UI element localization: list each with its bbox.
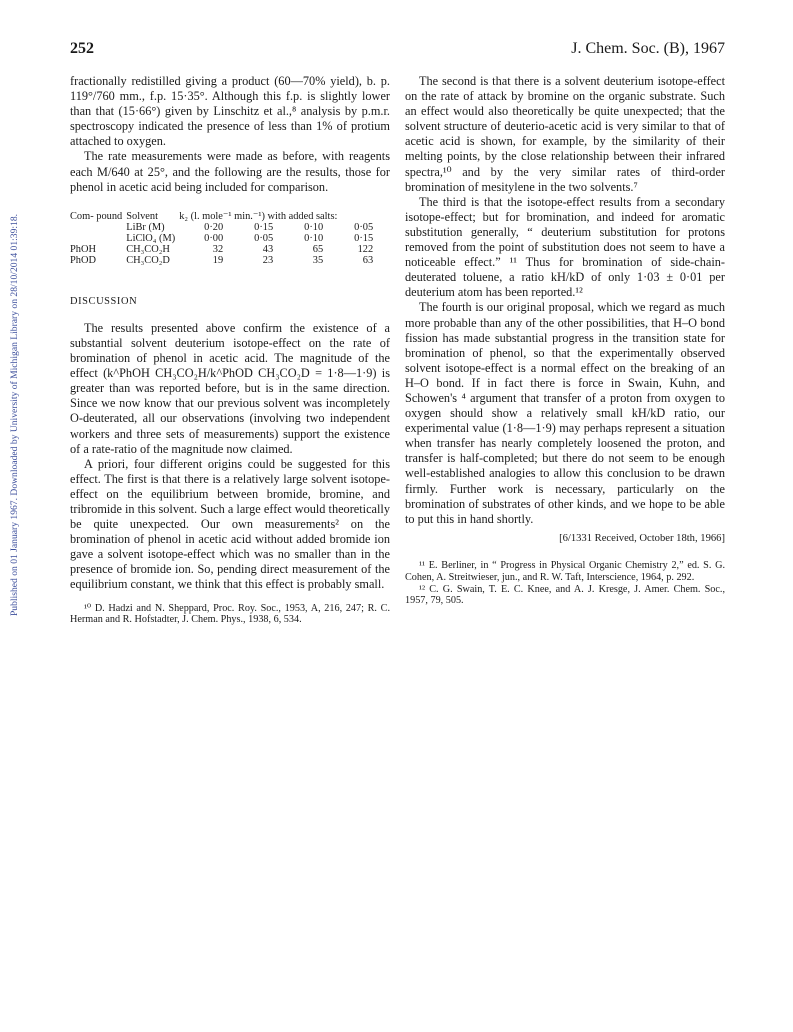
right-footnotes — [405, 560, 725, 607]
table-cell: 63 — [362, 254, 374, 266]
table-cell: 0·05 — [354, 221, 374, 233]
table-cell: 0·20 — [204, 221, 224, 233]
discussion-paragraph-2: A priori, four different origins could be suggested for this effect. The first is that there is a relatively large solvent isotope-effect on the equilibrium between bromide, bromine, and tribromide in this solvent. Such a large effect would theoretically be quite unexpected. Our own measurements² on the bromination of phenol in acetic acid without added bromide ion gave a solvent isotope-effect which was no smaller than in the presence of bromide ion. So, pending direct measurement of the equilibrium constant, we think that this effect is probably small. — [70, 456, 390, 592]
table-cell: 23 — [262, 254, 274, 266]
paragraph-fourth-origin: The fourth is our original proposal, which we regard as much more probable than any of the other possibilities, that H–O bond fission has made substantial progress in the transition state for bromination of phenol, so that the experimentally observed solvent isotope-effect is a normal effect on the breaking of an H–O bond. If in fact there is force in Swain, Kuhn, and Schowen's ⁴ argument that transfer of a proton from oxygen to oxygen should show a relatively small kH/kD ratio, our experimental value (1·8—1·9) may perhaps represent a situation when transfer has nearly completely loosened the proton, and transfer is half-completed; but there do not seem to be enough well-established analogies to allow this conclusion to be drawn firmly. Further work is necessary, particularly on the bromination of substrates of other kinds, and we hope to be able to put this in hand shortly. — [405, 300, 725, 526]
table-cell: 0·10 — [304, 232, 324, 244]
table-cell: 35 — [312, 254, 324, 266]
table-cell: 0·15 — [354, 232, 374, 244]
table-cell: 32 — [212, 243, 224, 255]
left-footnotes — [70, 603, 390, 627]
table-cell: 0·00 — [204, 232, 224, 244]
table-cell: 122 — [357, 243, 374, 255]
page-number: 252 — [70, 40, 94, 57]
salt-label: LiClO₄ (M) — [126, 232, 176, 244]
download-notice-text: Published on 01 January 1967. Downloaded by University of Michigan Library on 28/10/2014 01:39:18. — [9, 213, 20, 617]
received-date: [6/1331 Received, October 18th, 1966] — [559, 532, 725, 544]
compound-label: PhOH — [70, 243, 96, 255]
table-header-row — [70, 211, 379, 222]
compound-label: PhOD — [70, 254, 96, 266]
solvent-label: CH₃CO₂D — [126, 254, 170, 266]
journal-citation: J. Chem. Soc. (B), 1967 — [571, 40, 725, 57]
table-row — [70, 233, 379, 244]
discussion-paragraph-1: The results presented above confirm the existence of a substantial solvent deuterium isotope-effect on the rate of bromination of phenol in acetic acid. The magnitude of the effect (k^PhOH CH₃CO₂H/k^PhOD CH₃CO₂D = 1·8—1·9) is greater than was reported before, but is in the same direction. Since we now know that our previous solvent was incompletely O-deuterated, all our observations (involving two independent workers and three sets of measurements) support the existence of a rate-ratio of the magnitude now claimed. — [70, 320, 390, 456]
measurements-paragraph: The rate measurements were made as before, with reagents each M/640 at 25°, and the following are the results, those for phenol in acetic acid being included for comparison. — [70, 149, 390, 194]
table-row — [70, 255, 379, 266]
table-cell: 0·15 — [254, 221, 274, 233]
table-row — [70, 222, 379, 233]
footnote-12: ¹² C. G. Swain, T. E. C. Knee, and A. J. Kresge, J. Amer. Chem. Soc., 1957, 79, 505. — [405, 583, 725, 607]
paragraph-second-origin: The second is that there is a solvent deuterium isotope-effect on the rate of attack by bromine on the organic substrate. Such an effect would also theoretically be quite unexpected; that the solvent structure of deuterio-acetic acid is very similar to that of acetic acid is shown, for example, by the similarity of their melting points, by the close relationship between their infrared spectra,¹⁰ and by the very similar rates of third-order bromination of mesitylene in the two solvents.⁷ — [405, 74, 725, 194]
discussion-heading: DISCUSSION — [70, 295, 138, 307]
rate-table — [70, 211, 379, 266]
paragraph-third-origin: The third is that the isotope-effect results from a secondary isotope-effect; but for bromination, and indeed for aromatic substitution generally, “ deuterium substitution for protons removed from the point of substitution does not seem to have a noticeable effect.” ¹¹ Thus for bromination of side-chain-deuterated toluene, a ratio kH/kD of only 1·03 ± 0·01 per deuterium atom has been reported.¹² — [405, 194, 725, 300]
table-cell: 65 — [312, 243, 324, 255]
right-column — [405, 74, 725, 607]
footnote-11: ¹¹ E. Berliner, in “ Progress in Physical Organic Chemistry 2,” ed. S. G. Cohen, A. Streitwieser, jun., and R. W. Taft, Interscience, 1964, p. 292. — [405, 559, 725, 583]
table-cell: 19 — [212, 254, 224, 266]
table-cell: 0·10 — [304, 221, 324, 233]
table-cell: 43 — [262, 243, 274, 255]
salt-label: LiBr (M) — [126, 221, 165, 233]
left-column — [70, 74, 390, 626]
download-notice-sidebar — [2, 180, 22, 650]
intro-paragraph: fractionally redistilled giving a product (60—70% yield), b. p. 119°/760 mm., f.p. 15·35°. Although this f.p. is slightly lower than that (15·66°) given by Linschitz et al.,⁸ analysis by p.m.r. spectroscopy indicated the presence of less than 1% of protium attached to oxygen. — [70, 74, 390, 149]
solvent-label: CH₃CO₂H — [126, 243, 170, 255]
table-col-solvent: Solvent — [126, 210, 159, 222]
table-cell: 0·05 — [254, 232, 274, 244]
table-col-heading: k₂ (l. mole⁻¹ min.⁻¹) with added salts: — [179, 210, 338, 222]
footnote-10: ¹⁰ D. Hadzi and N. Sheppard, Proc. Roy. Soc., 1953, A, 216, 247; R. C. Herman and R. Hofstadter, J. Chem. Phys., 1938, 6, 534. — [70, 602, 390, 626]
page-header — [70, 40, 725, 64]
table-col-compound: Com- pound — [70, 210, 123, 222]
table-row — [70, 244, 379, 255]
